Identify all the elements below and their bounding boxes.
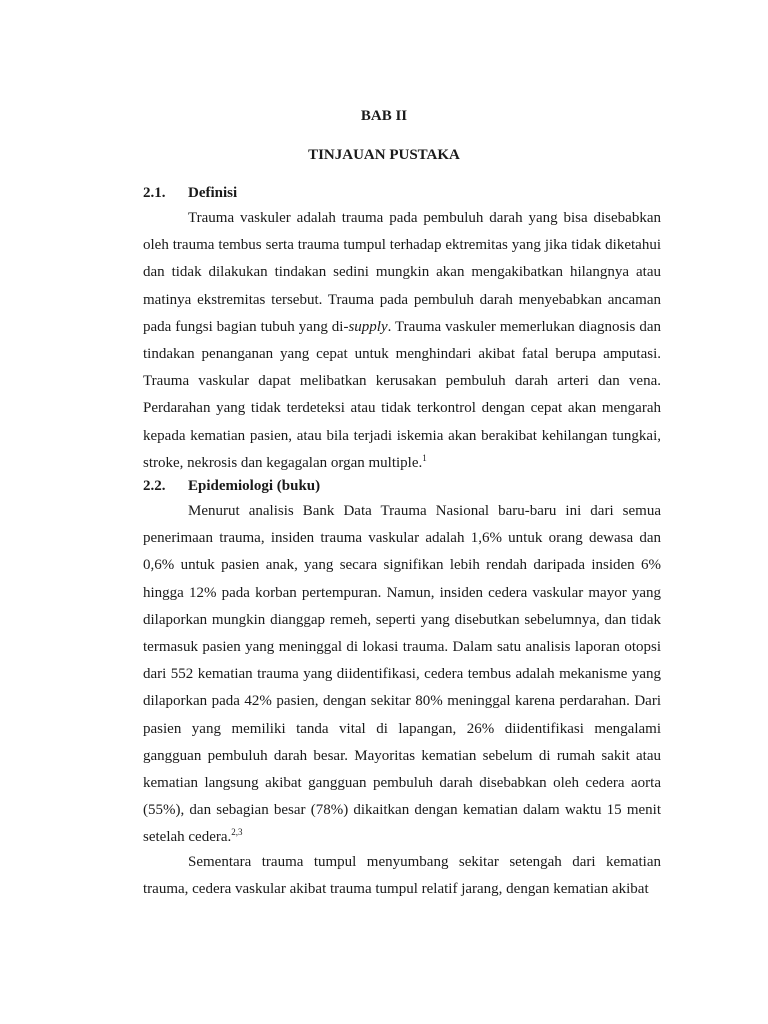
paragraph-text: Trauma vaskuler adalah trauma pada pembuluh darah yang bisa disebabkan oleh trauma tembus serta trauma tumpul terhadap ektremitas yang jika tidak diketahui dan tidak dilakukan tindakan sedini mungkin akan mengakibatkan hilangnya atau matinya ekstremitas tersebut. Trauma pada pembuluh darah menyebabkan ancaman pada fungsi bagian tubuh yang di- [143, 210, 661, 335]
chapter-title: TINJAUAN PUSTAKA [308, 147, 460, 163]
paragraph-trauma-tumpul [143, 849, 661, 903]
citation-superscript: 2,3 [231, 827, 243, 838]
paragraph-epidemiologi [143, 498, 661, 852]
paragraph-definisi [143, 205, 661, 477]
chapter-label: BAB II [360, 108, 408, 124]
section-title: Definisi [188, 185, 238, 201]
italic-term: supply [348, 318, 388, 335]
citation-superscript: 1 [422, 452, 427, 463]
paragraph-text-continued: . Trauma vaskuler memerlukan diagnosis dan tindakan penanganan yang cepat untuk menghindari akibat fatal berupa amputasi. Trauma vaskular dapat melibatkan kerusakan pembuluh darah arteri dan vena. Perdarahan yang tidak terdeteksi atau tidak terkontrol dengan cepat akan mengarah kepada kematian pasien, atau bila terjadi iskemia akan berakibat kehilangan tungkai, stroke, nekrosis dan kegagalan organ multiple. [143, 318, 661, 471]
paragraph-text: Sementara trauma tumpul menyumbang sekitar setengah dari kematian trauma, cedera vaskular akibat trauma tumpul relatif jarang, dengan kematian akibat [143, 854, 661, 898]
section-heading-definisi [143, 185, 237, 202]
section-number: 2.1. [143, 185, 166, 201]
section-title: Epidemiologi (buku) [188, 478, 321, 494]
paragraph-text: Menurut analisis Bank Data Trauma Nasional baru-baru ini dari semua penerimaan trauma, insiden trauma vaskular adalah 1,6% untuk orang dewasa dan 0,6% untuk pasien anak, yang secara signifikan lebih rendah daripada insiden 6% hingga 12% pada korban pertempuran. Namun, insiden cedera vaskular mayor yang dilaporkan mungkin dianggap remeh, seperti yang disebutkan sebelumnya, dan tidak termasuk pasien yang meninggal di lokasi trauma. Dalam satu analisis laporan otopsi dari 552 kematian trauma yang diidentifikasi, cedera tembus adalah mekanisme yang dilaporkan pada 42% pasien, dengan sekitar 80% meninggal karena perdarahan. Dari pasien yang memiliki tanda vital di lapangan, 26% diidentifikasi mengalami gangguan pembuluh darah besar. Mayoritas kematian sebelum di rumah sakit atau kematian langsung akibat gangguan pembuluh darah disebabkan oleh cedera aorta (55%), dan sebagian besar (78%) dikaitkan dengan kematian dalam waktu 15 menit setelah cedera. [143, 503, 661, 846]
section-heading-epidemiologi [143, 478, 320, 495]
section-number: 2.2. [143, 478, 166, 494]
